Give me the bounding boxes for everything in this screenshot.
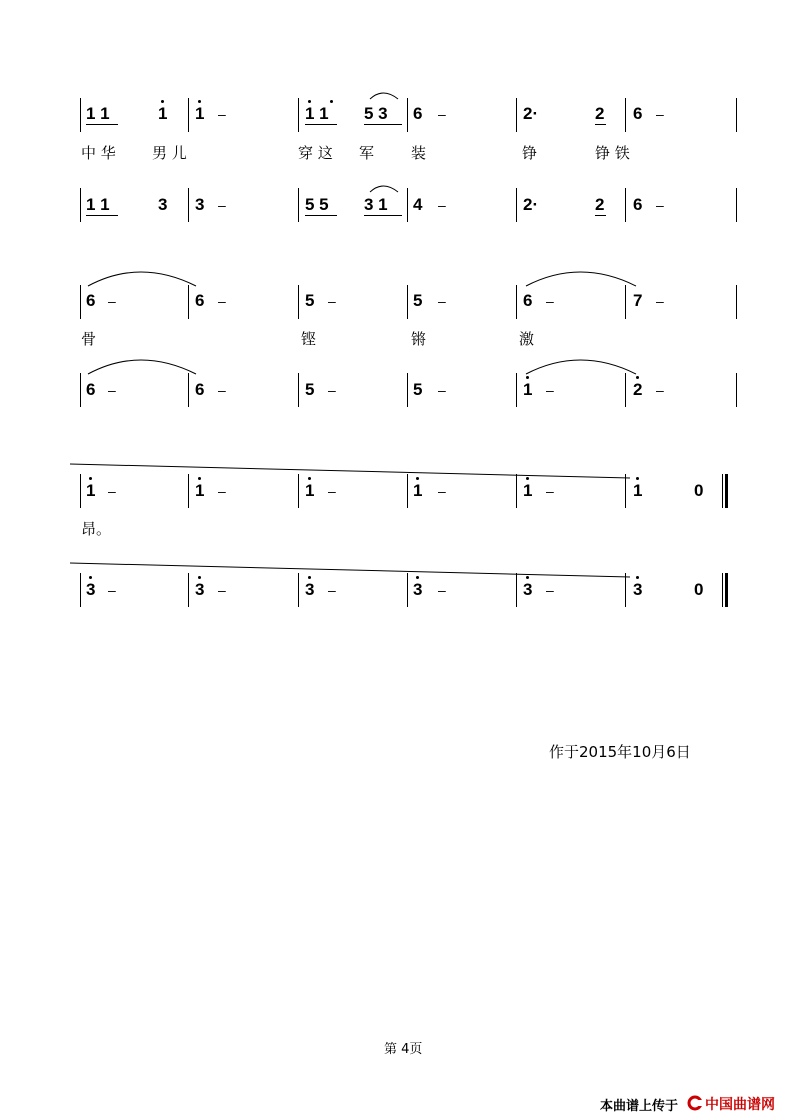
note: 3 (86, 580, 96, 599)
note: 2· (523, 195, 539, 214)
barline (298, 98, 299, 132)
underline (595, 124, 606, 125)
octave-dot (416, 477, 419, 480)
note: 3 (158, 195, 168, 214)
dash: – (328, 483, 336, 499)
octave-dot (89, 477, 92, 480)
dash: – (546, 382, 554, 398)
note: 6 (413, 104, 423, 123)
underline (364, 124, 402, 125)
note: 1 (305, 481, 315, 500)
note: 2· (523, 104, 539, 123)
dash: – (108, 582, 116, 598)
barline (516, 474, 517, 508)
barline (516, 573, 517, 607)
barline (188, 188, 189, 222)
dash: – (656, 106, 664, 122)
barline (736, 285, 737, 319)
barline (736, 373, 737, 407)
barline (516, 98, 517, 132)
underline (86, 124, 118, 125)
underline (595, 215, 606, 216)
note: 3 (633, 580, 643, 599)
note: 5 (413, 380, 423, 399)
dash: – (328, 582, 336, 598)
note: 1 (413, 481, 423, 500)
barline (407, 98, 408, 132)
note: 1 1 (305, 104, 329, 123)
barline (736, 98, 737, 132)
rest: 0 (694, 580, 704, 599)
final-barline-thick (725, 474, 728, 508)
octave-dot (308, 100, 311, 103)
underline (364, 215, 402, 216)
barline (516, 188, 517, 222)
lyric: 铮 (522, 144, 538, 162)
octave-dot (89, 576, 92, 579)
barline (407, 474, 408, 508)
note: 6 (195, 291, 205, 310)
dash: – (546, 483, 554, 499)
lyric: 铮 铁 (595, 144, 630, 162)
lyric: 锵 (411, 330, 427, 348)
note: 1 (523, 481, 533, 500)
note: 6 (86, 380, 96, 399)
note: 1 (195, 481, 205, 500)
note: 6 (86, 291, 96, 310)
lyric: 穿 这 (298, 144, 333, 162)
site-logo[interactable]: 中国曲谱网 (705, 1097, 775, 1113)
final-barline-thick (725, 573, 728, 607)
underline (305, 124, 337, 125)
site-logo-icon (687, 1095, 703, 1111)
barline (188, 573, 189, 607)
note: 2 (633, 380, 643, 399)
dash: – (108, 382, 116, 398)
barline (736, 188, 737, 222)
dash: – (438, 582, 446, 598)
note: 5 (305, 380, 315, 399)
octave-dot (161, 100, 164, 103)
note: 1 1 (86, 104, 110, 123)
octave-dot (330, 100, 333, 103)
lyric: 铿 (301, 330, 317, 348)
dash: – (438, 106, 446, 122)
note: 6 (633, 104, 643, 123)
octave-dot (198, 100, 201, 103)
lyric: 中 华 (81, 144, 116, 162)
octave-dot (308, 576, 311, 579)
rest: 0 (694, 481, 704, 500)
note: 7 (633, 291, 643, 310)
dash: – (438, 197, 446, 213)
dash: – (656, 382, 664, 398)
dash: – (656, 293, 664, 309)
note: 3 (413, 580, 423, 599)
note: 2 (595, 104, 605, 123)
octave-dot (416, 576, 419, 579)
note: 6 (523, 291, 533, 310)
upload-credit: 本曲谱上传于 (600, 1099, 679, 1114)
note: 1 (86, 481, 96, 500)
barline (80, 98, 81, 132)
barline (80, 188, 81, 222)
dash: – (218, 382, 226, 398)
dash: – (218, 483, 226, 499)
note: 5 5 (305, 195, 329, 214)
barline (407, 188, 408, 222)
underline (86, 215, 118, 216)
dash: – (328, 293, 336, 309)
dash: – (108, 483, 116, 499)
barline (298, 474, 299, 508)
lyric: 装 (411, 144, 427, 162)
barline (80, 285, 81, 319)
final-barline-thin (722, 573, 723, 607)
barline (516, 285, 517, 319)
barline (80, 573, 81, 607)
note: 3 (305, 580, 315, 599)
note: 1 (633, 481, 643, 500)
dash: – (218, 197, 226, 213)
barline (298, 285, 299, 319)
octave-dot (636, 477, 639, 480)
octave-dot (636, 376, 639, 379)
octave-dot (636, 576, 639, 579)
note: 6 (195, 380, 205, 399)
note: 3 (523, 580, 533, 599)
note: 3 (195, 580, 205, 599)
dash: – (218, 293, 226, 309)
dash: – (656, 197, 664, 213)
barline (625, 188, 626, 222)
barline (625, 373, 626, 407)
note: 6 (633, 195, 643, 214)
barline (625, 285, 626, 319)
dash: – (218, 582, 226, 598)
octave-dot (526, 576, 529, 579)
octave-dot (526, 376, 529, 379)
dash: – (438, 483, 446, 499)
lyric: 昂。 (81, 520, 112, 538)
barline (298, 373, 299, 407)
barline (407, 285, 408, 319)
barline (188, 474, 189, 508)
barline (188, 98, 189, 132)
dash: – (546, 582, 554, 598)
dash: – (328, 382, 336, 398)
note: 2 (595, 195, 605, 214)
dash: – (438, 293, 446, 309)
barline (407, 373, 408, 407)
note: 4 (413, 195, 423, 214)
barline (80, 373, 81, 407)
barline (407, 573, 408, 607)
barline (298, 573, 299, 607)
barline (625, 98, 626, 132)
dash: – (438, 382, 446, 398)
barline (625, 474, 626, 508)
note: 5 (305, 291, 315, 310)
note: 1 1 (86, 195, 110, 214)
lyric: 骨 (81, 330, 97, 348)
dash: – (218, 106, 226, 122)
barline (298, 188, 299, 222)
note: 1 (523, 380, 533, 399)
octave-dot (198, 576, 201, 579)
lyric: 激 (519, 330, 535, 348)
lyric: 男 儿 (152, 144, 187, 162)
barline (80, 474, 81, 508)
note: 1 (158, 104, 168, 123)
note: 3 (195, 195, 205, 214)
dash: – (108, 293, 116, 309)
octave-dot (526, 477, 529, 480)
page-number: 第 4页 (384, 1042, 423, 1057)
dash: – (546, 293, 554, 309)
barline (188, 373, 189, 407)
note: 5 (413, 291, 423, 310)
barline (188, 285, 189, 319)
note: 1 (195, 104, 205, 123)
note: 3 1 (364, 195, 388, 214)
octave-dot (198, 477, 201, 480)
date-note: 作于2015年10月6日 (549, 743, 691, 761)
note: 5 3 (364, 104, 388, 123)
final-barline-thin (722, 474, 723, 508)
barline (625, 573, 626, 607)
lyric: 军 (359, 144, 375, 162)
underline (305, 215, 337, 216)
barline (516, 373, 517, 407)
octave-dot (308, 477, 311, 480)
